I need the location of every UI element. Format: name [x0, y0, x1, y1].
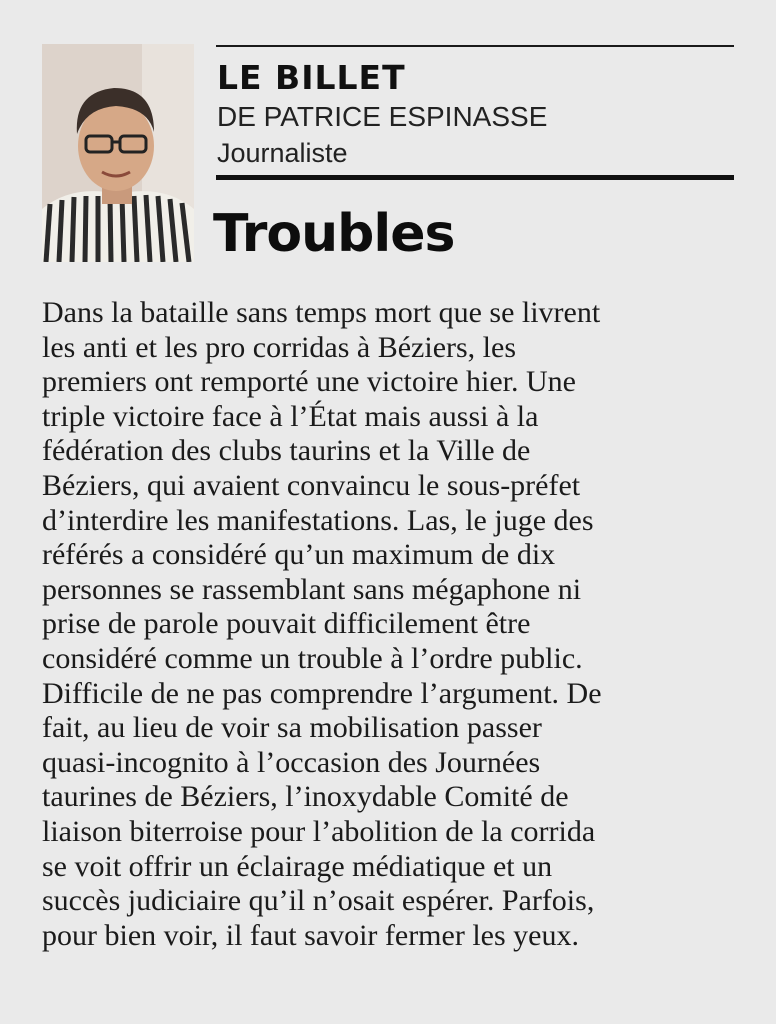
body-line: taurines de Béziers, l’inoxydable Comité de — [42, 780, 569, 814]
body-line: d’interdire les manifestations. Las, le juge des — [42, 503, 594, 537]
body-line: référés a considéré qu’un maximum de dix — [42, 538, 556, 572]
body-line: fait, au lieu de voir sa mobilisation passer — [42, 711, 542, 745]
body-line: Difficile de ne pas comprendre l’argument. De — [42, 676, 602, 710]
author-byline: DE PATRICE ESPINASSE — [217, 101, 548, 132]
article-headline: Troubles — [213, 204, 455, 264]
body-line: fédération des clubs taurins et la Ville de — [42, 434, 531, 468]
author-role: Journaliste — [217, 138, 348, 168]
header-bottom-rule — [216, 175, 734, 180]
body-line: premiers ont remporté une victoire hier. Une — [42, 365, 576, 399]
author-photo — [42, 44, 194, 262]
body-line: succès judiciaire qu’il n’osait espérer. Parfois, — [42, 884, 595, 918]
body-line: les anti et les pro corridas à Béziers, les — [42, 330, 516, 364]
body-line: se voit offrir un éclairage médiatique et un — [42, 849, 553, 883]
body-line: Dans la bataille sans temps mort que se livrent — [42, 296, 601, 329]
body-line: pour bien voir, il faut savoir fermer les yeux. — [42, 918, 579, 952]
body-line: triple victoire face à l’État mais aussi à la — [42, 399, 539, 433]
article-body — [42, 296, 742, 953]
body-line: prise de parole pouvait difficilement être — [42, 607, 531, 641]
body-line: liaison biterroise pour l’abolition de la corrida — [42, 814, 596, 848]
column-kicker: LE BILLET — [217, 58, 406, 97]
body-line: considéré comme un trouble à l’ordre public. — [42, 641, 583, 675]
body-line: personnes se rassemblant sans mégaphone ni — [42, 572, 582, 606]
body-line: quasi-incognito à l’occasion des Journées — [42, 745, 541, 779]
body-line: Béziers, qui avaient convaincu le sous-préfet — [42, 468, 581, 502]
header-top-rule — [216, 45, 734, 47]
